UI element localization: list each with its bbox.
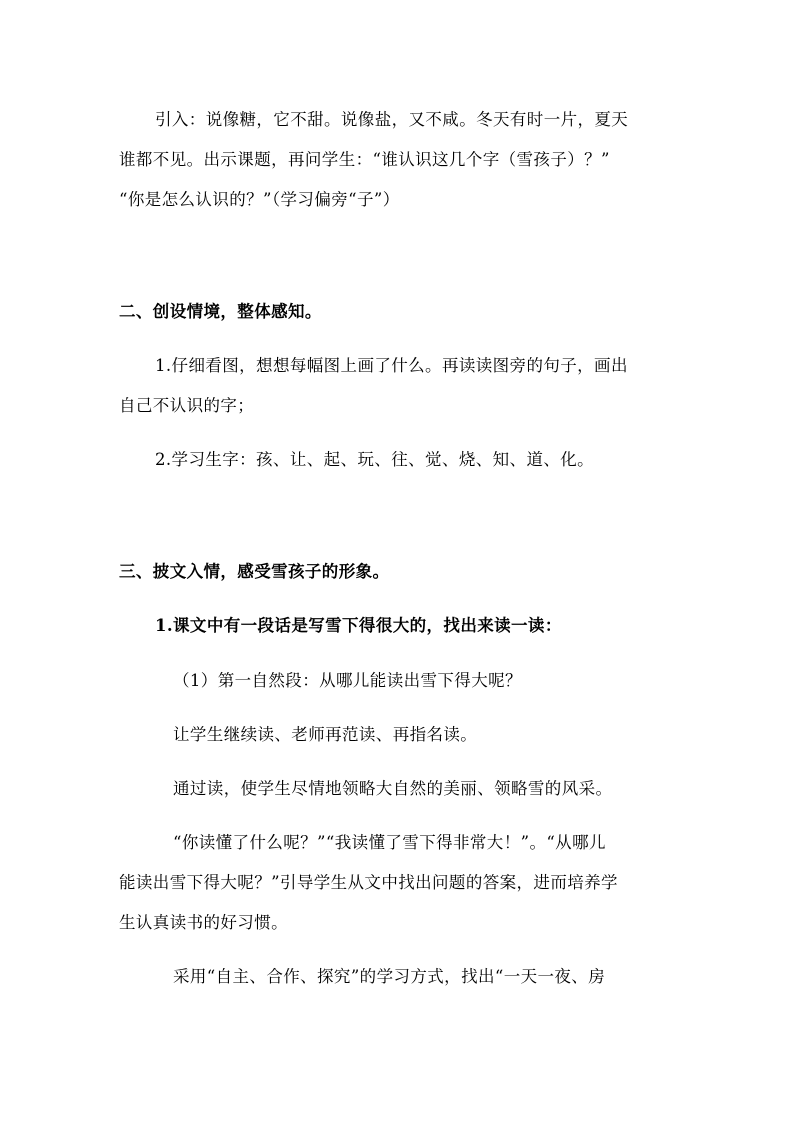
section3-heading: 三、披文入情，感受雪孩子的形象。 (119, 562, 390, 581)
intro-line-2: 谁都不见。出示课题，再问学生：“谁认识这几个字（雪孩子）？” (119, 150, 610, 169)
section3-para3-line1: “你读懂了什么呢？”“我读懂了雪下得非常大！”。“从哪儿 (173, 833, 606, 852)
section2-item1-line2: 自己不认识的字； (119, 396, 255, 415)
section3-para4: 采用“自主、合作、探究”的学习方式，找出“一天一夜、房 (173, 967, 606, 986)
intro-line-1: 引入：说像糖，它不甜。说像盐，又不咸。冬天有时一片，夏天 (155, 110, 629, 129)
section2-heading: 二、创设情境，整体感知。 (119, 302, 322, 321)
section3-para3-line3: 生认真读书的好习惯。 (119, 913, 288, 932)
section2-item2: 2.学习生字：孩、让、起、玩、往、觉、烧、知、道、化。 (155, 450, 595, 469)
section3-para2: 通过读，使学生尽情地领略大自然的美丽、领略雪的风采。 (173, 779, 613, 798)
section3-sub1: （1）第一自然段：从哪儿能读出雪下得大呢？ (173, 671, 522, 690)
section2-item1-line1: 1.仔细看图，想想每幅图上画了什么。再读读图旁的句子，画出 (155, 356, 628, 375)
section3-para3-line2: 能读出雪下得大呢？”引导学生从文中找出问题的答案，进而培养学 (119, 873, 618, 892)
intro-line-3: “你是怎么认识的？”（学习偏旁“子”） (119, 190, 400, 209)
section3-para1: 让学生继续读、老师再范读、再指名读。 (173, 725, 478, 744)
section3-item1: 1.课文中有一段话是写雪下得很大的，找出来读一读： (155, 616, 562, 635)
